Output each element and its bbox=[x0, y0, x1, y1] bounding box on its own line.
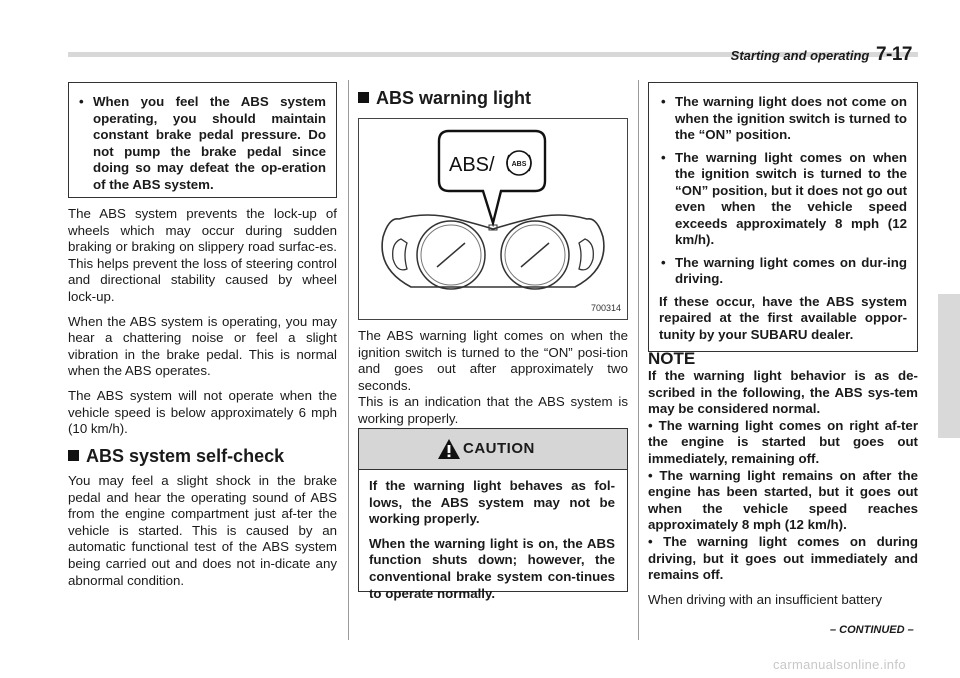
note-item-1-text: The warning light comes on right af-ter the engine is started but goes out immediately, remaining off. bbox=[648, 417, 918, 466]
caution-text-1: If the warning light behaves as fol-lows, the ABS system may not be working properly. bbox=[369, 478, 615, 527]
box-footer-text: If these occur, have the ABS system repaired at the first available oppor-tunity by your SUBARU dealer. bbox=[659, 293, 907, 342]
column-divider-left bbox=[348, 80, 349, 640]
note-item-3: • The warning light comes on during driving, but it goes out immediately and remains off. bbox=[648, 533, 918, 583]
warning-box-text: • When you feel the ABS system operating, you should maintain constant brake pedal pressure. Do not pump the brake pedal since doing so may defeat the op-eration of the ABS system. bbox=[73, 94, 326, 193]
note-block bbox=[648, 368, 918, 608]
box-item-2: • The warning light comes on when the ignition switch is turned to the “ON” position, but it does not go out even when the vehicle speed exceeds approximately 8 mph (12 km/h). bbox=[655, 150, 907, 249]
note-title: NOTE bbox=[648, 349, 696, 368]
heading-self-check bbox=[68, 446, 284, 467]
instrument-cluster-figure bbox=[358, 118, 628, 320]
heading-square-marker bbox=[68, 450, 79, 461]
note-item-3-text: The warning light comes on during driving, but it goes out immediately and remains off. bbox=[648, 533, 918, 583]
column-divider-right bbox=[638, 80, 639, 640]
watermark: carmanualsonline.info bbox=[773, 657, 906, 672]
box-item-1: • The warning light does not come on when the ignition switch is turned to the “ON” position. bbox=[655, 94, 907, 144]
note-intro: If the warning light behavior is as de-scribed in the following, the ABS sys-tem may be considered normal. bbox=[648, 368, 918, 417]
caution-body bbox=[359, 470, 627, 602]
paragraph-insufficient-battery: When driving with an insufficient battery bbox=[648, 591, 883, 607]
paragraph-abs-lockup: The ABS system prevents the lock-up of wheels which may occur during sudden braking or braking on slippery road surfac-es. This helps prevent the loss of steering control and directional stability caused by wheel lock-up. bbox=[68, 206, 337, 304]
paragraph-abs-speed: The ABS system will not operate when the vehicle speed is below approximately 6 mph (10 km/h). bbox=[68, 387, 337, 437]
continued-marker: – CONTINUED – bbox=[830, 624, 914, 636]
heading-abs-warning-light bbox=[358, 88, 531, 109]
callout-abs-label: ABS/ bbox=[449, 154, 495, 176]
warning-behavior-box bbox=[648, 82, 918, 352]
figure-id: 700314 bbox=[590, 303, 621, 313]
left-column-text bbox=[68, 206, 337, 438]
note-item-1: • The warning light comes on right af-ter the engine is started but goes out immediately, remaining off. bbox=[648, 417, 918, 466]
middle-column-text bbox=[358, 328, 628, 428]
abs-operation-warning-box bbox=[68, 82, 337, 198]
caution-box bbox=[358, 428, 628, 601]
header-title: Starting and operating bbox=[730, 48, 870, 63]
caution-warning-icon bbox=[437, 438, 461, 460]
paragraph-abs-noise: When the ABS system is operating, you may hear a chattering noise or feel a slight vibration in the brake pedal. This is normal when the ABS operates. bbox=[68, 313, 337, 379]
note-item-2-text: The warning light remains on after the engine has been started, but it goes out when the vehicle speed reaches approximately 8 mph (12 km/h). bbox=[648, 467, 918, 533]
heading-abs-warning-light-text: ABS warning light bbox=[376, 88, 531, 108]
heading-self-check-text: ABS system self-check bbox=[86, 446, 285, 466]
caution-label: CAUTION bbox=[463, 440, 535, 457]
chapter-side-tab bbox=[938, 294, 960, 438]
instrument-cluster-illustration bbox=[359, 119, 627, 319]
section-number: 7-17 bbox=[875, 44, 912, 65]
page-header bbox=[731, 44, 912, 66]
paragraph-working-properly: This is an indication that the ABS system is working properly. bbox=[358, 394, 628, 426]
caution-header bbox=[359, 429, 627, 470]
self-check-text-block bbox=[68, 473, 337, 589]
note-item-2: • The warning light remains on after the engine has been started, but it goes out when the vehicle speed reaches approximately 8 mph (12 km/h). bbox=[648, 467, 918, 533]
abs-badge-icon: ABS bbox=[511, 161, 527, 168]
box-item-3: • The warning light comes on dur-ing driving. bbox=[655, 255, 907, 288]
caution-text-2: When the warning light is on, the ABS function shuts down; however, the conventional brake system con-tinues to operate normally. bbox=[369, 535, 615, 601]
heading-square-marker bbox=[358, 92, 369, 103]
paragraph-self-check: You may feel a slight shock in the brake pedal and hear the operating sound of ABS from the engine compartment just af-ter the vehicle is started. This is caused by an automatic functional test of the ABS system being carried out and does not in-dicate any abnormal condition. bbox=[68, 473, 337, 588]
paragraph-warning-light-on: The ABS warning light comes on when the ignition switch is turned to the “ON” posi-tion and goes out after approximately two seconds. bbox=[358, 328, 628, 393]
